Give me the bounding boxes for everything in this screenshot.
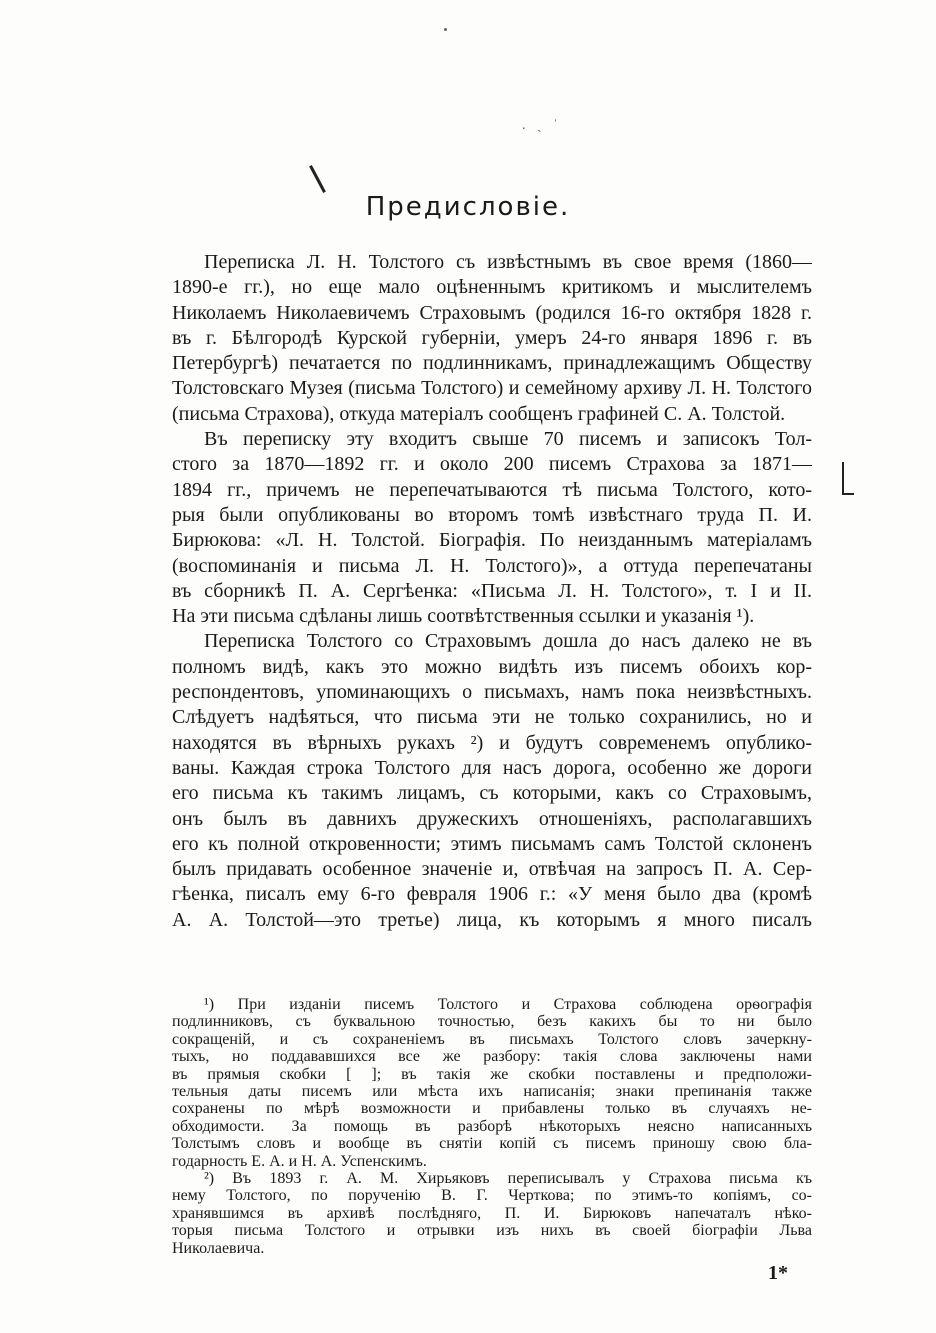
body-line: рыя были опубликованы во второмъ томѣ извѣстнаго труда П. И. <box>172 503 812 526</box>
footnote-line: нему Толстого, по порученію В. Г. Черткова; по этимъ-то копіямъ, со- <box>172 1187 812 1205</box>
body-line: его письма къ такимъ лицамъ, съ которыми, какъ со Страховымъ, <box>172 782 812 805</box>
footnote-line: тыхъ, но поддававшихся все же разбору: такія слова заключены нами <box>172 1048 812 1066</box>
footnote-line: подлинниковъ, съ буквальною точностью, безъ какихъ бы то ни было <box>172 1013 812 1031</box>
body-line: стого за 1870—1892 гг. и около 200 писемъ Страхова за 1871— <box>172 453 812 476</box>
body-line: въ г. Бѣлгородѣ Курской губерніи, умеръ 24-го января 1896 г. въ <box>172 326 812 349</box>
footnote-line: сохранены по мѣрѣ возможности и прибавлены только въ случаяхъ не- <box>172 1100 812 1118</box>
body-line: 1894 гг., причемъ не перепечатываются тѣ письма Толстого, кото- <box>172 478 812 501</box>
body-line: 1890-е гг.), но еще мало оцѣненнымъ критикомъ и мыслителемъ <box>172 276 812 299</box>
body-line: Толстовскаго Музея (письма Толстого) и семейному архиву Л. Н. Толстого <box>172 377 812 400</box>
bracket-stroke-vertical <box>842 462 844 494</box>
footnote-line: годарность Е. А. и Н. А. Успенскимъ. <box>172 1152 427 1170</box>
body-line: гѣенка, писалъ ему 6-го февраля 1906 г.: «У меня было два (кромѣ <box>172 883 812 906</box>
body-line: А. А. Толстой—это третье) лица, къ которымъ я много писалъ <box>172 908 812 931</box>
footnote-line: въ прямыя скобки [ ]; въ такія же скобки поставлены и предположи- <box>172 1065 812 1083</box>
footnote-line: Толстымъ словъ и вообще въ снятіи копій съ писемъ приношу свою бла- <box>172 1135 812 1153</box>
footnote-line: обходимости. За помощь въ разборѣ нѣкоторыхъ неясно написанныхъ <box>172 1117 812 1135</box>
body-line: Переписка Толстого со Страховымъ дошла до насъ далеко не въ <box>204 630 812 653</box>
body-text <box>172 250 812 933</box>
body-line: его къ полной откровенности; этимъ письмамъ самъ Толстой склоненъ <box>172 832 812 855</box>
footnote-line: торыя письма Толстого и отрывки изъ нихъ въ своей біографіи Льва <box>172 1222 812 1240</box>
body-line: Переписка Л. Н. Толстого съ извѣстнымъ въ свое время (1860— <box>204 251 812 273</box>
footnote-line: Николаевича. <box>172 1239 265 1257</box>
bracket-stroke-horizontal <box>842 493 854 495</box>
body-line: (письма Страхова), откуда матеріалъ сообщенъ графиней С. А. Толстой. <box>172 402 786 425</box>
footnote-line: хранявшимся въ архивѣ послѣдняго, П. И. Бирюковъ напечаталъ нѣко- <box>172 1204 812 1222</box>
footnote-line: ²) Въ 1893 г. А. М. Хирьяковъ переписывалъ у Страхова письма къ <box>204 1170 812 1188</box>
body-line: былъ придавать особенное значеніе и, отвѣчая на запросъ П. А. Сер- <box>172 858 812 881</box>
body-line: онъ былъ въ давнихъ дружескихъ отношеніяхъ, располагавшихъ <box>172 807 812 830</box>
ink-speck <box>444 28 447 31</box>
footnote-line: сокращеній, и съ сохраненіемъ въ письмахъ Толстого словъ зачеркну- <box>172 1030 812 1048</box>
page-number: 1* <box>768 1262 788 1284</box>
body-line: въ сборникѣ П. А. Сергѣенка: «Письма Л. Н. Толстого», т. I и II. <box>172 579 812 602</box>
footnote-line: ¹) При изданіи писемъ Толстого и Страхова соблюдена орѳографія <box>204 996 812 1013</box>
body-line: ваны. Каждая строка Толстого для насъ дорога, особенно же дороги <box>172 756 812 779</box>
body-line: На эти письма сдѣланы лишь соотвѣтственныя ссылки и указанія ¹). <box>172 605 755 628</box>
body-line: Въ переписку эту входитъ свыше 70 писемъ и записокъ Тол- <box>204 428 812 451</box>
footnotes <box>172 996 812 1257</box>
body-line: полномъ видѣ, какъ это можно видѣть изъ писемъ обоихъ кор- <box>172 655 812 678</box>
margin-bracket-mark <box>838 462 854 496</box>
body-line: (воспоминанія и письма Л. Н. Толстого)», а оттуда перепечатаны <box>172 554 812 577</box>
page-title: Предисловіе. <box>365 192 571 222</box>
body-line: респондентовъ, упоминающихъ о письмахъ, намъ пока неизвѣстныхъ. <box>172 681 812 704</box>
footnote-line: тельныя даты писемъ или мѣста ихъ написанія; знаки препинанія также <box>172 1083 812 1101</box>
body-line: Бирюкова: «Л. Н. Толстой. Біографія. По неизданнымъ матеріаламъ <box>172 529 812 552</box>
body-line: Николаемъ Николаевичемъ Страховымъ (родился 16-го октября 1828 г. <box>172 301 812 324</box>
body-line: находятся въ вѣрныхъ рукахъ ²) и будутъ современемъ опублико- <box>172 731 812 754</box>
body-line: Слѣдуетъ надѣяться, что письма эти не только сохранились, но и <box>172 706 812 729</box>
body-line: Петербургѣ) печатается по подлинникамъ, принадлежащимъ Обществу <box>172 352 812 375</box>
ink-marks: . ˎ ˈ <box>522 118 562 133</box>
pencil-stroke <box>309 165 326 193</box>
